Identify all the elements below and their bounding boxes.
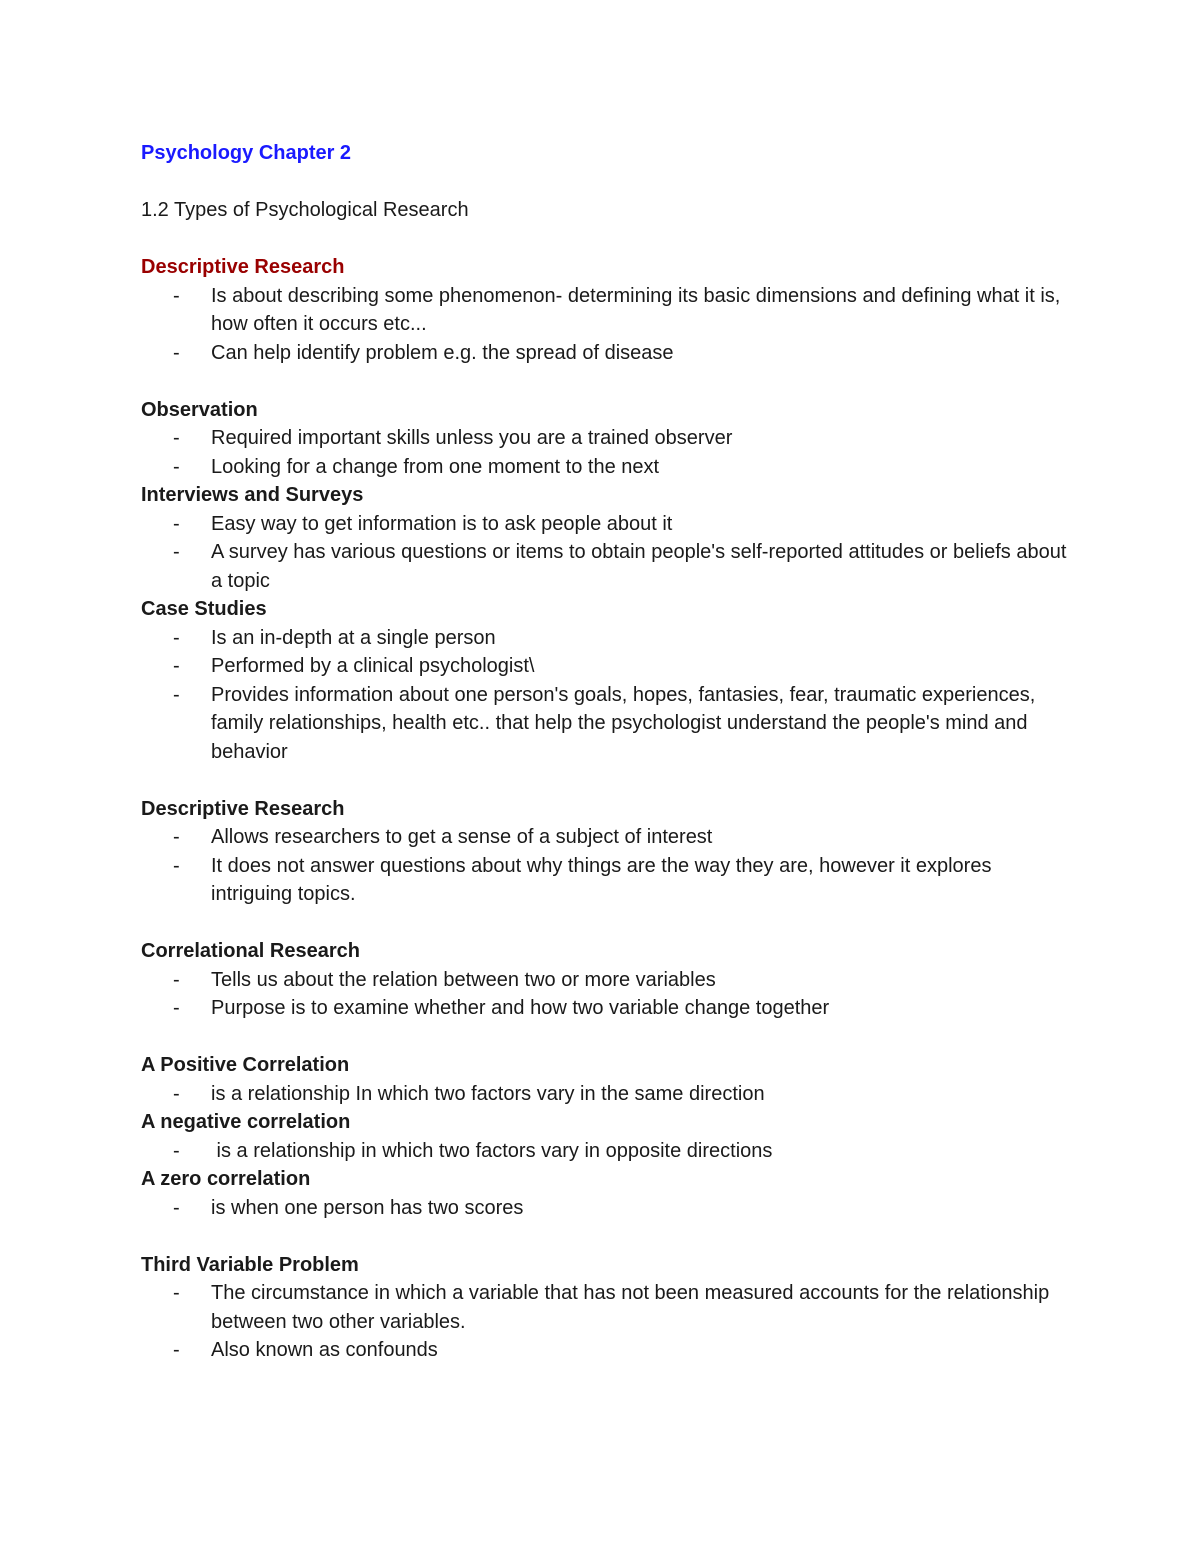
- list-item: [141, 339, 1071, 368]
- section-heading: A negative correlation: [141, 1111, 351, 1133]
- list-item: [141, 1080, 1071, 1109]
- bullet-list: [141, 510, 1071, 596]
- list-item: [141, 538, 1071, 595]
- list-item: [141, 510, 1071, 539]
- section-heading: Descriptive Research: [141, 797, 345, 820]
- list-item: [141, 966, 1071, 995]
- section-heading: A Positive Correlation: [141, 1054, 350, 1076]
- list-item-text: Looking for a change from one moment to the next: [211, 455, 660, 478]
- bullet-list: [141, 1137, 1071, 1166]
- list-item: [141, 681, 1071, 767]
- list-item-text: Also known as confounds: [211, 1339, 438, 1361]
- section-heading: Correlational Research: [141, 940, 360, 962]
- bullet-list: [141, 1194, 1071, 1223]
- dash-bullet: -: [173, 541, 180, 563]
- dash-bullet: -: [173, 341, 180, 364]
- dash-bullet: -: [173, 854, 180, 877]
- dash-bullet: -: [173, 826, 180, 848]
- spacer: [141, 168, 1071, 197]
- section-interviews-and-surveys: [141, 481, 1071, 595]
- document-subtitle: 1.2 Types of Psychological Research: [141, 199, 469, 221]
- dash-bullet: -: [173, 683, 180, 706]
- section-heading: A zero correlation: [141, 1168, 311, 1190]
- list-item-text: is a relationship In which two factors vary in the same direction: [211, 1082, 765, 1105]
- list-item: [141, 852, 1071, 909]
- dash-bullet: -: [173, 1339, 180, 1361]
- section-zero-correlation: [141, 1165, 1071, 1222]
- section-correlational-research: [141, 937, 1071, 1023]
- list-item-text: Is about describing some phenomenon- determining its basic dimensions and defining what it is, how often it occurs etc...: [211, 284, 1061, 335]
- dash-bullet: -: [173, 655, 180, 677]
- document-page: [141, 139, 1071, 1365]
- section-descriptive-research: [141, 253, 1071, 367]
- list-item-text: Purpose is to examine whether and how two variable change together: [211, 997, 830, 1019]
- list-item: [141, 453, 1071, 482]
- section-heading: Interviews and Surveys: [141, 484, 364, 506]
- bullet-list: [141, 823, 1071, 909]
- list-item-text: It does not answer questions about why things are the way they are, however it explores intriguing topics.: [211, 854, 992, 905]
- section-heading: Case Studies: [141, 598, 267, 620]
- section-positive-correlation: [141, 1051, 1071, 1108]
- section-case-studies: [141, 595, 1071, 766]
- list-item-text: Required important skills unless you are a trained observer: [211, 427, 733, 449]
- spacer: [141, 1222, 1071, 1251]
- bullet-list: [141, 424, 1071, 481]
- bullet-list: [141, 282, 1071, 368]
- list-item-text: A survey has various questions or items to obtain people's self-reported attitudes or beliefs about a topic: [211, 541, 1067, 592]
- dash-bullet: -: [173, 1139, 180, 1162]
- dash-bullet: -: [173, 1282, 180, 1304]
- list-item: [141, 823, 1071, 852]
- list-item-text: Easy way to get information is to ask people about it: [211, 512, 673, 535]
- list-item-text: Performed by a clinical psychologist\: [211, 655, 535, 677]
- section-heading: Third Variable Problem: [141, 1253, 359, 1276]
- spacer: [141, 367, 1071, 396]
- list-item: [141, 624, 1071, 653]
- list-item: [141, 1194, 1071, 1223]
- dash-bullet: -: [173, 997, 180, 1019]
- list-item: [141, 1336, 1071, 1365]
- bullet-list: [141, 1080, 1071, 1109]
- bullet-list: [141, 966, 1071, 1023]
- list-item-text: is a relationship in which two factors vary in opposite directions: [211, 1139, 773, 1162]
- spacer: [141, 1023, 1071, 1052]
- dash-bullet: -: [173, 455, 180, 478]
- spacer: [141, 909, 1071, 938]
- dash-bullet: -: [173, 626, 180, 649]
- bullet-list: [141, 1279, 1071, 1365]
- section-descriptive-research-2: [141, 795, 1071, 909]
- document-title: Psychology Chapter 2: [141, 142, 352, 164]
- list-item: [141, 424, 1071, 453]
- list-item: [141, 652, 1071, 681]
- bullet-list: [141, 624, 1071, 767]
- list-item: [141, 1279, 1071, 1336]
- list-item: [141, 1137, 1071, 1166]
- list-item: [141, 994, 1071, 1023]
- list-item-text: Allows researchers to get a sense of a subject of interest: [211, 826, 713, 848]
- section-negative-correlation: [141, 1108, 1071, 1165]
- section-observation: [141, 396, 1071, 482]
- section-heading: Descriptive Research: [141, 256, 345, 278]
- dash-bullet: -: [173, 968, 180, 991]
- list-item-text: Can help identify problem e.g. the spread of disease: [211, 341, 674, 364]
- dash-bullet: -: [173, 1082, 180, 1105]
- list-item-text: Is an in-depth at a single person: [211, 626, 496, 649]
- list-item-text: The circumstance in which a variable that has not been measured accounts for the relationship between two other variables.: [211, 1282, 1050, 1333]
- list-item-text: Provides information about one person's goals, hopes, fantasies, fear, traumatic experiences, family relationships, health etc.. that help the psychologist understand the people's mind and behavior: [211, 683, 1036, 763]
- spacer: [141, 766, 1071, 795]
- dash-bullet: -: [173, 427, 180, 449]
- spacer: [141, 225, 1071, 254]
- list-item-text: Tells us about the relation between two or more variables: [211, 968, 716, 991]
- dash-bullet: -: [173, 284, 180, 307]
- list-item-text: is when one person has two scores: [211, 1196, 524, 1219]
- section-heading: Observation: [141, 398, 258, 421]
- dash-bullet: -: [173, 512, 180, 535]
- list-item: [141, 282, 1071, 339]
- section-third-variable-problem: [141, 1251, 1071, 1365]
- dash-bullet: -: [173, 1196, 180, 1219]
